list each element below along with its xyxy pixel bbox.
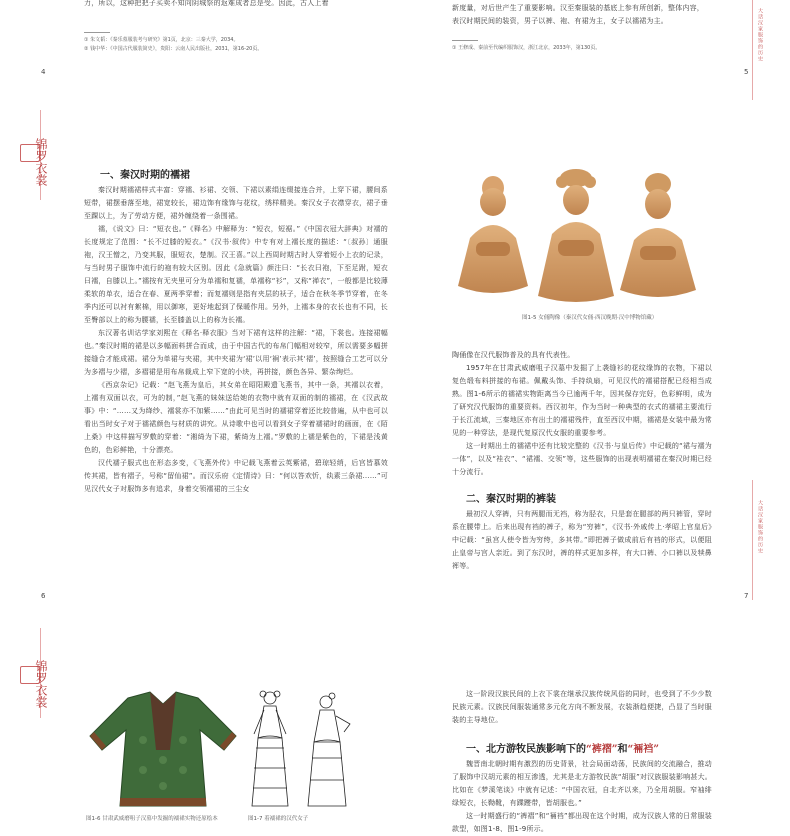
paragraph: 这一阶段汉族民间的上衣下裳在继承汉族传统风俗的同时，也受到了不少少数民族元素。汉族民间服装通常多元化方向不断发展，衣装渐趋便捷，凸显了当时服装的主导地位。 bbox=[452, 690, 712, 724]
footnote: ① 朱文韬：《秦乐墓服装考与研究》第1页，北京：三秦大学，2034。 bbox=[84, 37, 239, 43]
running-title: 大话汉家服饰的历史 bbox=[757, 500, 763, 554]
logo-text: 锦罗衣裳 bbox=[34, 660, 48, 708]
heading-term: “裲裆” bbox=[627, 744, 660, 755]
footnote: ② 钱中华：《中国古代服装简史》，贵阳：云南人民出版社，2031，第16-20页。 bbox=[84, 46, 263, 52]
right-footnotes bbox=[452, 44, 712, 53]
page-number: 5 bbox=[744, 68, 749, 76]
figurine-left bbox=[458, 176, 528, 293]
clay-figurines-image bbox=[448, 168, 710, 308]
logo-text: 锦罗衣裳 bbox=[34, 138, 48, 186]
heading-prefix: 一、北方游牧民族影响下的 bbox=[466, 744, 586, 755]
section-heading bbox=[466, 740, 659, 755]
footnote-rule bbox=[84, 32, 110, 33]
paragraph: 最初汉人穿裤，只有两腿而无裆，称为胫衣，只是套在腿部的两只裤管，穿时系在腰带上。后来出现有裆的裤子，称为“穷裤”，《汉书·外戚传上·孝昭上官皇后》中记载：“虽宫人使令皆为穷绔，多其带。”即把裤子做成前后有裆的形式，以便阻止皇帝与宫人亲近。到了东汉时，裤的样式更加多样，有大口裤、小口裤以及犊鼻裈等。 bbox=[452, 510, 712, 570]
right-body bbox=[452, 349, 712, 477]
right-body-2 bbox=[452, 508, 712, 580]
left-body bbox=[84, 184, 388, 582]
paragraph: 1957年在甘肃武威磨咀子汉墓中发掘了上袭缝衫的花纹缘饰的衣物，下裙以复色缎布料拼接的布裙。佩戴头饰、手持纨扇，可见汉代的襦裙搭配已经相当成熟。图1-6所示的襦裙实物距离当今已逾两千年，因其保存完好，色彩鲜明，成为了研究汉代服饰的重要资料。西汉初年，作为当时一种典型的衣式的襦裙主要流行于长江流域，三秦地区亦有出土的襦裙残件，直至西汉中期，襦裙是女装中最为常见的一种穿法，是现代复原汉代女服的重要参考。 bbox=[452, 364, 712, 437]
left-footnotes bbox=[84, 36, 384, 54]
figurine-middle bbox=[538, 169, 614, 302]
figure-caption: 图1-7 着襦裙的汉代女子 bbox=[248, 816, 309, 822]
paragraph: 秦汉时期襦裙样式丰富：穿襦、衫裙、交领、下裙以素绢连缀接连合并，上穿下裙，腰间系短带，裙摆垂落至地，裙宽较长，裙边饰有缘饰与花纹，绣样精美。秦汉女子衣襟穿衣，裙子垂至踝以上，为了劳动方便，裙外缠绕着一条围裙。 bbox=[84, 186, 388, 220]
paragraph: 这一时期盛行的“裤褶”和“裲裆”都出现在这个时期，成为汉族人常的日常服装款型，如图1-8、图1-9所示。 bbox=[452, 812, 712, 833]
paragraph: 魏晋南北朝时期有激烈的历史背景，社会局面动荡，民族间的交流融合，推动了服饰中汉胡元素的相互渗透，尤其是北方游牧民族“胡服”对汉族服装影响甚大。比如在《梦溪笔谈》中就有记述：“中国衣冠，自北齐以来，乃全用胡服。窄袖绯绿短衣，长靿靴，有蹀躞带，皆胡服也。” bbox=[452, 760, 712, 807]
heading-term: “裤褶” bbox=[586, 744, 618, 755]
section-heading: 二、秦汉时期的裤装 bbox=[466, 494, 556, 505]
margin-line bbox=[752, 0, 753, 100]
green-robe-image bbox=[88, 690, 238, 810]
paragraph: 陶俑像在汉代服饰普及的具有代表性。 bbox=[452, 351, 575, 359]
paragraph: 这一时期出土的襦裙中还有比较完整的《汉书·与皇后传》中记载的“裙与襦为一体”，以及“袿衣”、“裙襦、交领”等，这些服饰的出现表明襦裙在秦汉时期已经十分流行。 bbox=[452, 442, 712, 476]
calligraphy-logo bbox=[20, 660, 56, 720]
right-body-2 bbox=[452, 758, 712, 836]
margin-line bbox=[752, 480, 753, 600]
figurine-right bbox=[620, 173, 696, 297]
han-women-drawing bbox=[248, 688, 356, 812]
page-number: 7 bbox=[744, 592, 749, 600]
figure-caption: 图1-6 甘肃武威磨咀子汉墓中发掘的襦裙实物还原绘本 bbox=[86, 816, 218, 822]
paragraph: 东汉著名训诂学家刘熙在《释名·释衣服》当对下裙有这样的注解：“裙，下裳也。连接裙幅也。”秦汉时期的裙是以多幅面料拼合而成，由于中国古代的布帛门幅相对较窄，所以需要多幅拼接缝合才能成裙。裙分为单裙与夹裙，其中夹裙为‘裙’以用‘裥’表示其‘褶’，按照缝合工艺可以分为多褶与少褶，多褶裙是用布帛裁成上窄下宽的小块，再拼接，颜色各异、繁杂绚烂。 bbox=[84, 329, 388, 376]
line-drawing bbox=[248, 688, 356, 812]
paragraph: 襦，《说文》曰：“短衣也。”《释名》中解释为：“短衣，短裾。”《中国衣冠大辞典》对襦的长度规定了范围：“长不过膝的短衣。”《汉书·叙传》中专有对上襦长度的描述：“〔叔孙〕通服袍，汉王憎之，乃变其服，服短衣，楚制。汉王喜。”以上西周时期古时人穿着短小上衣的记录，与当时男子服饰中流行的袍有较大区别。因此《急就篇》颜注曰：“长衣曰袍，下至足跗，短衣曰襦，自膝以上。”襦按有无夹里可分为单襦和复襦，单襦称“衫”，又称“禅衣”，一般都是比较薄柔软的单衣，适合在春、夏两季穿着；而复襦则是指有夹层的袄子，适合在秋冬季节穿着，在冬季内还可以衬有絮棉，用以御寒，更好地起到了保暖作用。另外，上襦本身的衣长也有不同，长至臀部以上的称为腰襦，长至膝盖以上的称为长襦。 bbox=[84, 225, 388, 324]
heading-conjunction: 和 bbox=[617, 744, 628, 755]
paragraph: 《西京杂记》记载：“赵飞燕为皇后，其女弟在昭阳殿遗飞燕书，其中一条，其襦以衣着，上襦有双面以衣，可为的制，”赵飞燕的妹妹送给她的衣物中就有双面的制的襦裙，在《汉武故事》中：“……又为绛纱、襦裳亦不加紫……”由此可见当时的襦裙穿着还比较普遍，从中也可以看出当时女子对于襦裙颜色与材质的讲究。从诗歌中也可以看到女子穿着襦裙时的画面，在《陌上桑》中这样描写罗敷的穿着：“湘绮为下裙，紫绮为上襦。”罗敷的上襦是紫色的，下裙是浅黄色的，色彩鲜艳，十分漂亮。 bbox=[84, 381, 388, 454]
paragraph: 汉代襦子服式也在形态多变，《飞燕外传》中记载飞燕着云英紫裙，碧琼轻绡，后宫皆慕效传其裙，皆有褶子，号称“留仙裙”。而汉乐府《定情诗》曰：“何以答欢忻，纨素三条裙……”可见汉代女子对服饰多有追求，身着交领襦裙的三尘女 bbox=[84, 459, 388, 493]
calligraphy-logo bbox=[20, 138, 56, 198]
footnote-rule bbox=[452, 40, 478, 41]
right-body bbox=[452, 688, 712, 728]
section-heading: 一、秦汉时期的襦裙 bbox=[100, 170, 190, 181]
right-top-text: 新度量，对后世产生了重要影响。汉至秦服装的基底上参有所创新，整体内容，表汉时期民间的装资，男子以裤、袍、有裙为主，女子以襦裙为主。 bbox=[452, 4, 704, 25]
page-number: 4 bbox=[41, 68, 46, 76]
footnote: ① 王修成、秦前至代编织服饰汉，浙江北京，2033年，第130页。 bbox=[452, 45, 601, 51]
page-number: 6 bbox=[41, 592, 46, 600]
robe-photo bbox=[88, 690, 238, 810]
figurine-photo bbox=[448, 168, 710, 308]
running-title: 大话汉家服饰的历史 bbox=[757, 8, 763, 62]
left-top-text: 力，所以，这种把把子买卖不知向阴城祭的返难成者总是受。因此，古人上着 bbox=[84, 0, 329, 7]
figure-caption: 图1-5 女俑陶像（秦汉代女俑·西汉晚期·汉中博物馆藏） bbox=[522, 315, 658, 321]
